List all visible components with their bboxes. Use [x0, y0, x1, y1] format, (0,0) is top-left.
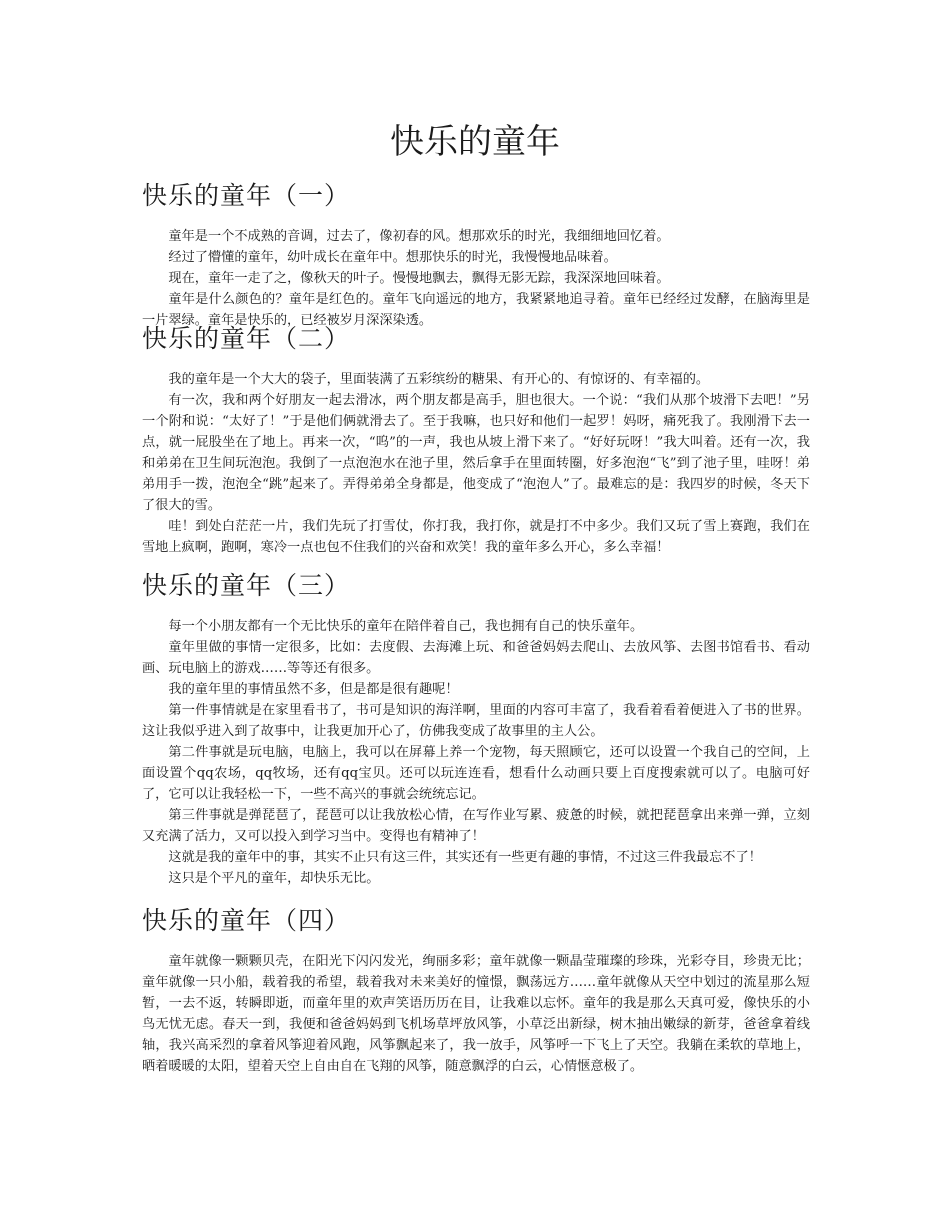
paragraph: 经过了懵懂的童年，幼叶成长在童年中。想那快乐的时光，我慢慢地品味着。	[168, 250, 617, 265]
paragraph: 我的童年里的事情虽然不多，但是都是很有趣呢！	[168, 682, 459, 697]
paragraph: 有一次，我和两个好朋友一起去滑冰，两个朋友都是高手，胆也很大。一个说：“我们从那个坡滑下去吧！”另一个附和说：“太好了！”于是他们俩就滑去了。至于我嘛，也只好和他们一起罗！妈呀，痛死我了。我刚滑下去一点，就一屁股坐在了地上。再来一次，“呜”的一声，我也从坡上滑下来了。“好好玩呀！”我大叫着。还有一次，我和弟弟在卫生间玩泡泡。我倒了一点泡泡水在池子里，然后拿手在里面转圈，好多泡泡“飞”到了池子里，哇呀！弟弟用手一拨，泡泡全“跳”起来了。弄得弟弟全身都是，他变成了“泡泡人”了。最难忘的是：我四岁的时候，冬天下了很大的雪。	[142, 393, 810, 513]
paragraph: 童年是一个不成熟的音调，过去了，像初春的风。想那欢乐的时光，我细细地回忆着。	[168, 229, 670, 244]
paragraph: 我的童年是一个大大的袋子，里面装满了五彩缤纷的糖果、有开心的、有惊讶的、有幸福的。	[168, 372, 710, 387]
paragraph: 童年里做的事情一定很多，比如：去度假、去海滩上玩、和爸爸妈妈去爬山、去放风筝、去图书馆看书、看动画、玩电脑上的游戏……等等还有很多。	[142, 640, 810, 676]
section-heading: 快乐的童年（三）	[142, 571, 351, 600]
section-2	[142, 323, 810, 558]
paragraph: 现在，童年一走了之，像秋天的叶子。慢慢地飘去，飘得无影无踪，我深深地回味着。	[168, 271, 670, 286]
section-heading: 快乐的童年（四）	[142, 906, 351, 935]
section-heading: 快乐的童年（二）	[142, 324, 351, 353]
paragraph: 童年是什么颜色的？童年是红色的。童年飞向遥远的地方，我紧紧地追寻着。童年已经经过发酵，在脑海里是一片翠绿。童年是快乐的，已经被岁月深深染透。	[142, 292, 810, 328]
paragraph: 第一件事情就是在家里看书了，书可是知识的海洋啊，里面的内容可丰富了，我看着看着便进入了书的世界。这让我似乎进入到了故事中，让我更加开心了，仿佛我变成了故事里的主人公。	[142, 703, 810, 739]
paragraph: 第二件事就是玩电脑，电脑上，我可以在屏幕上养一个宠物，每天照顾它，还可以设置一个我自己的空间，上面设置个qq农场，qq牧场，还有qq宝贝。还可以玩连连看，想看什么动画只要上百度搜索就可以了。电脑可好了，它可以让我轻松一下，一些不高兴的事就会统统忘记。	[142, 745, 810, 802]
paragraph: 第三件事就是弹琵琶了，琵琶可以让我放松心情，在写作业写累、疲惫的时候，就把琵琶拿出来弹一弹，立刻又充满了活力，又可以投入到学习当中。变得也有精神了！	[142, 808, 810, 844]
section-3	[142, 570, 810, 889]
paragraph: 童年就像一颗颗贝壳，在阳光下闪闪发光，绚丽多彩；童年就像一颗晶莹璀璨的珍珠，光彩夺目，珍贵无比；童年就像一只小船，载着我的希望，载着我对未来美好的憧憬，飘荡远方……童年就像从天空中划过的流星那么短暂，一去不返，转瞬即逝，而童年里的欢声笑语历历在目，让我难以忘怀。童年的我是那么天真可爱，像快乐的小鸟无忧无虑。春天一到，我便和爸爸妈妈到飞机场草坪放风筝，小草泛出新绿，树木抽出嫩绿的新芽，爸爸拿着线轴，我兴高采烈的拿着风筝迎着风跑，风筝飘起来了，我一放手，风筝呼一下飞上了天空。我躺在柔软的草地上，晒着暖暖的太阳，望着天空上自由自在飞翔的风筝，随意飘浮的白云，心情惬意极了。	[142, 954, 810, 1074]
paragraph: 每一个小朋友都有一个无比快乐的童年在陪伴着自己，我也拥有自己的快乐童年。	[168, 619, 644, 634]
paragraph: 哇！到处白茫茫一片，我们先玩了打雪仗，你打我，我打你，就是打不中多少。我们又玩了雪上赛跑，我们在雪地上疯啊，跑啊，寒冷一点也包不住我们的兴奋和欢笑！我的童年多么开心，多么幸福！	[142, 519, 810, 555]
section-heading: 快乐的童年（一）	[142, 181, 351, 210]
document-title: 快乐的童年	[390, 122, 560, 162]
section-1	[142, 180, 810, 331]
paragraph: 这就是我的童年中的事，其实不止只有这三件，其实还有一些更有趣的事情，不过这三件我最忘不了！	[168, 850, 762, 865]
section-4	[142, 905, 810, 1077]
paragraph: 这只是个平凡的童年，却快乐无比。	[168, 871, 380, 886]
